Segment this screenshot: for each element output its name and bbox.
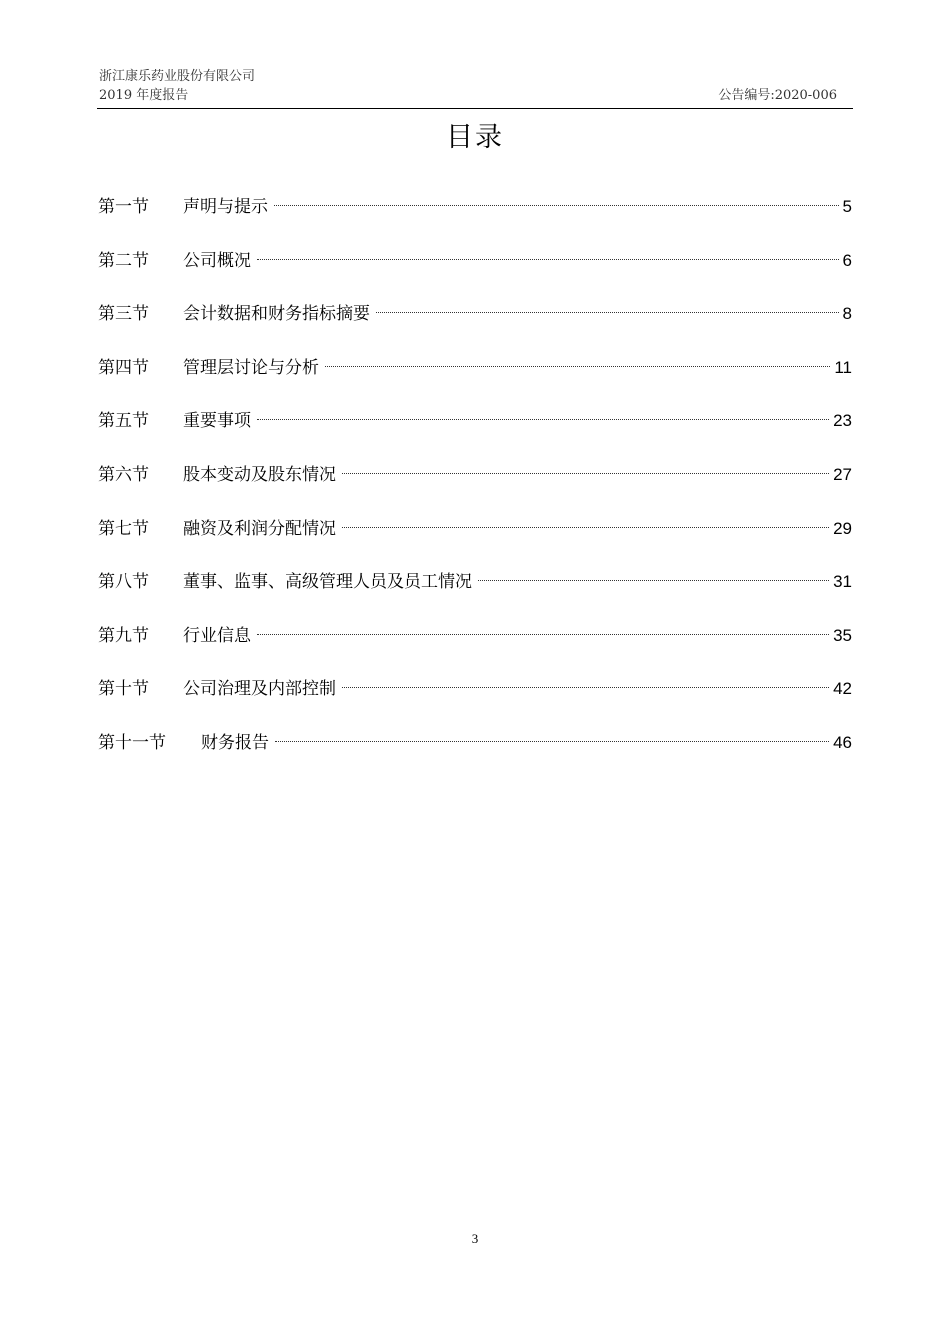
toc-entry[interactable] xyxy=(98,351,852,405)
toc-page-number: 42 xyxy=(833,679,852,699)
toc-entry-title: 公司治理及内部控制 xyxy=(183,679,336,700)
toc-page-number: 8 xyxy=(842,304,852,324)
toc-leader-dots xyxy=(376,312,839,313)
toc-page-number: 46 xyxy=(833,732,852,752)
toc-section-label: 第七节 xyxy=(98,518,149,539)
toc-entry[interactable] xyxy=(98,244,852,298)
toc-entry-title: 董事、监事、高级管理人员及员工情况 xyxy=(183,572,472,593)
toc-page-number: 6 xyxy=(842,250,852,270)
toc-entry-title: 会计数据和财务指标摘要 xyxy=(183,304,370,325)
toc-entry-title: 重要事项 xyxy=(183,411,251,432)
notice-number: 公告编号:2020-006 xyxy=(718,88,837,103)
toc-entry-title: 声明与提示 xyxy=(183,197,268,217)
toc-page-number: 27 xyxy=(833,464,852,484)
page-number: 3 xyxy=(471,1231,479,1246)
toc-page-number: 11 xyxy=(834,357,852,377)
toc-section-label: 第九节 xyxy=(98,625,149,646)
toc-page-number: 29 xyxy=(833,518,852,538)
toc-entry-title: 公司概况 xyxy=(183,250,251,271)
toc-section-label: 第六节 xyxy=(98,464,149,485)
toc-entry-title: 股本变动及股东情况 xyxy=(183,464,336,485)
toc-section-label: 第四节 xyxy=(98,357,149,378)
company-name: 浙江康乐药业股份有限公司 xyxy=(99,69,256,84)
toc-entry[interactable] xyxy=(98,458,852,512)
toc-leader-dots xyxy=(257,259,839,260)
toc-section-label: 第一节 xyxy=(98,197,149,217)
toc-entry-title: 管理层讨论与分析 xyxy=(183,357,319,378)
toc-leader-dots xyxy=(257,419,829,420)
report-year: 2019 年度报告 xyxy=(99,88,189,103)
toc-page-number: 23 xyxy=(833,411,852,431)
toc-section-label: 第五节 xyxy=(98,411,149,432)
toc-leader-dots xyxy=(478,580,829,581)
toc-leader-dots xyxy=(325,366,830,367)
toc-leader-dots xyxy=(257,634,829,635)
toc-section-label: 第十一节 xyxy=(98,732,166,753)
toc-entry-title: 行业信息 xyxy=(183,625,251,646)
toc-section-label: 第十节 xyxy=(98,679,149,700)
toc-section-label: 第三节 xyxy=(98,304,149,325)
toc-leader-dots xyxy=(275,741,829,742)
toc-entry[interactable] xyxy=(98,672,852,726)
toc-entry[interactable] xyxy=(98,404,852,458)
toc-page-number: 35 xyxy=(833,625,852,645)
toc-page-number: 5 xyxy=(842,197,852,216)
page-header xyxy=(97,66,853,109)
toc-section-label: 第八节 xyxy=(98,572,149,593)
toc-section-label: 第二节 xyxy=(98,250,149,271)
toc-entry[interactable] xyxy=(98,565,852,619)
toc-page-number: 31 xyxy=(833,572,852,592)
toc-leader-dots xyxy=(342,527,829,528)
toc-entry[interactable] xyxy=(98,297,852,351)
table-of-contents xyxy=(98,190,852,780)
page-title: 目录 xyxy=(446,122,504,153)
toc-entry[interactable] xyxy=(98,726,852,780)
toc-entry[interactable] xyxy=(98,190,852,244)
toc-entry-title: 财务报告 xyxy=(201,732,269,753)
toc-leader-dots xyxy=(342,473,829,474)
toc-leader-dots xyxy=(342,687,829,688)
toc-entry[interactable] xyxy=(98,512,852,566)
toc-entry[interactable] xyxy=(98,619,852,673)
toc-leader-dots xyxy=(274,205,839,206)
toc-entry-title: 融资及利润分配情况 xyxy=(183,518,336,539)
